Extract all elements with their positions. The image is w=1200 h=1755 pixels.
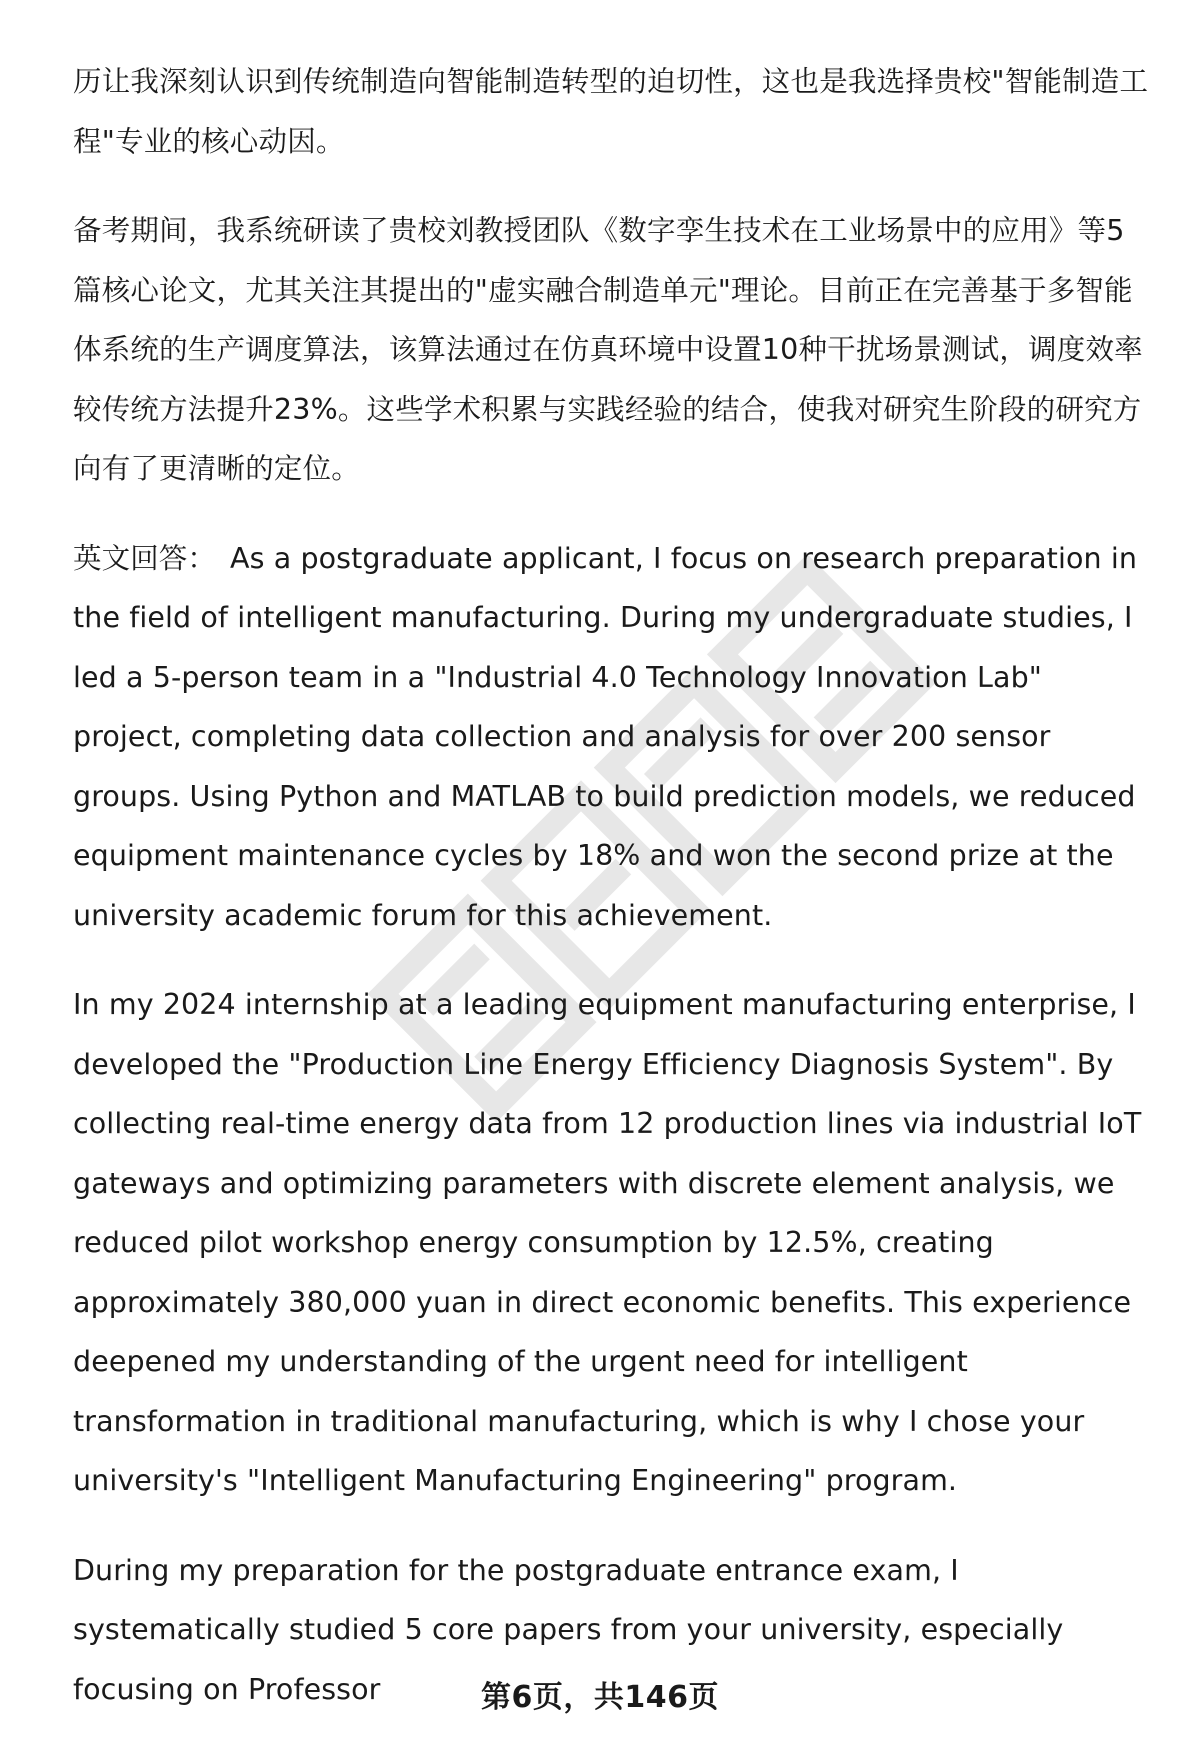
answer-label: 英文回答： — [73, 541, 217, 575]
page-footer: 第6页，共146页 — [481, 1680, 719, 1715]
paragraph-3 — [73, 529, 1153, 946]
paragraph-text: In my 2024 internship at a leading equipment manufacturing enterprise, I developed the "Production Line Energy Efficiency Diagnosis System". By collecting real-time energy data from 12 production lines via industrial IoT gateways and optimizing parameters with discrete element analysis, we reduced pilot workshop energy consumption by 12.5%, creating approximately 380,000 yuan in direct economic benefits. This experience deepened my understanding of the urgent need for intelligent transformation in traditional manufacturing, which is why I chose your university's "Intelligent Manufacturing Engineering" program. — [73, 988, 1142, 1497]
paragraph-4 — [73, 975, 1153, 1511]
paragraph-text: 备考期间，我系统研读了贵校刘教授团队《数字孪生技术在工业场景中的应用》等5篇核心论文，尤其关注其提出的"虚实融合制造单元"理论。目前正在完善基于多智能体系统的生产调度算法，该算法通过在仿真环境中设置10种干扰场景测试，调度效率较传统方法提升23%。这些学术积累与实践经验的结合，使我对研究生阶段的研究方向有了更清晰的定位。 — [73, 214, 1143, 485]
paragraph-1 — [73, 52, 1153, 171]
paragraph-text: During my preparation for the postgraduate entrance exam, I systematically studied 5 core papers from your university, especially focusing on Professor — [73, 1553, 1064, 1706]
paragraph-2 — [73, 201, 1153, 499]
paragraph-text: As a postgraduate applicant, I focus on research preparation in the field of intelligent manufacturing. During my undergraduate studies, I led a 5-person team in a "Industrial 4.0 Technology Innovation Lab" project, completing data collection and analysis for over 200 sensor groups. Using Python and MATLAB to build prediction models, we reduced equipment maintenance cycles by 18% and won the second prize at the university academic forum for this achievement. — [73, 541, 1138, 932]
document-body — [73, 52, 1153, 1749]
paragraph-text: 历让我深刻认识到传统制造向智能制造转型的迫切性，这也是我选择贵校"智能制造工程"专业的核心动因。 — [73, 65, 1149, 158]
